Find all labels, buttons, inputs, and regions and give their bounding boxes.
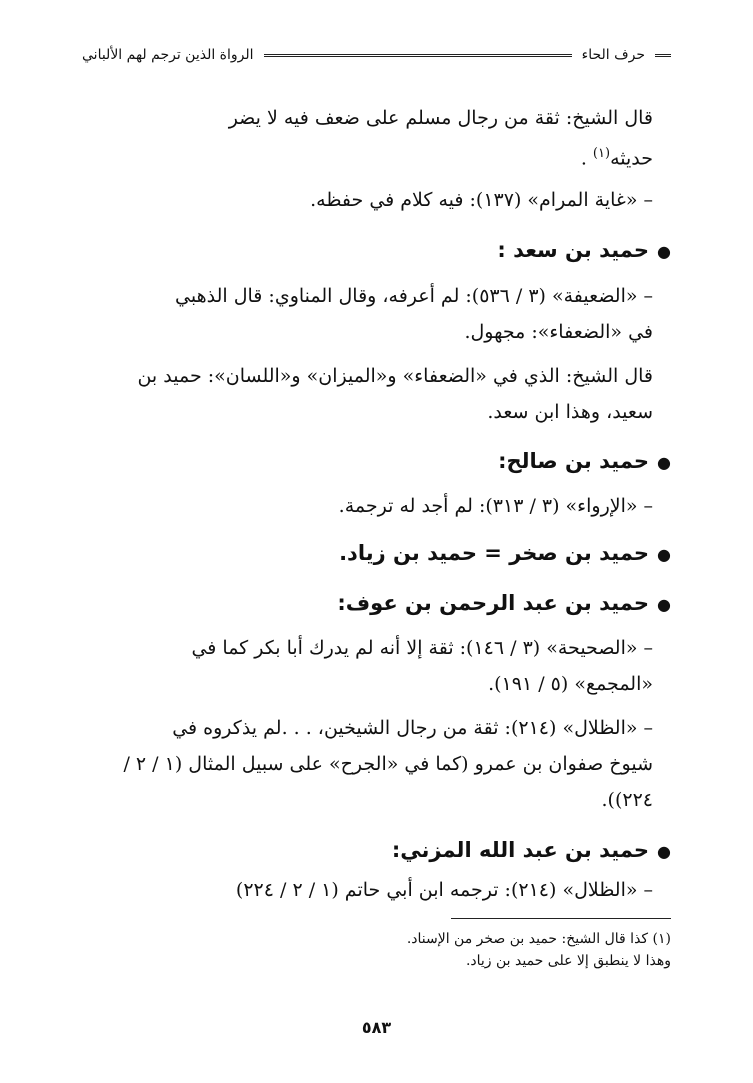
dash-mark: – bbox=[643, 285, 653, 307]
text-line: سعيد، وهذا ابن سعد. bbox=[487, 401, 653, 423]
paragraph-sheikh-note-1 bbox=[82, 100, 671, 176]
citation-entry bbox=[82, 182, 671, 218]
narrator-name: حميد بن صخر = حميد بن زياد. bbox=[339, 541, 650, 565]
bullet-icon: ● bbox=[657, 242, 671, 261]
text-line bbox=[82, 136, 653, 176]
text-line bbox=[82, 710, 653, 746]
footnote-marker: (١) bbox=[592, 146, 611, 161]
citation-text: «غاية المرام» (١٣٧): فيه كلام في حفظه. bbox=[310, 189, 638, 211]
bullet-icon: ● bbox=[657, 842, 671, 861]
header-rule bbox=[264, 54, 572, 57]
page-number: ٥٨٣ bbox=[361, 1018, 392, 1037]
text-fragment: «الصحيحة» (٣ / ١٤٦): ثقة إلا أنه لم يدرك أبا بكر كما في bbox=[191, 637, 638, 659]
text-fragment: «الضعيفة» (٣ / ٥٣٦): لم أعرفه، وقال المناوي: قال الذهبي bbox=[175, 285, 638, 307]
text-line: ٢٢٤)). bbox=[601, 789, 653, 811]
text-line: قال الشيخ: الذي في «الضعفاء» و«الميزان» و«اللسان»: حميد بن bbox=[137, 365, 653, 387]
footnote-line: (١) كذا قال الشيخ: حميد بن صخر من الإسناد. bbox=[406, 931, 671, 947]
citation-entry bbox=[82, 488, 671, 524]
citation-entry bbox=[82, 710, 671, 818]
footnote-divider bbox=[451, 918, 671, 919]
text-fragment: . bbox=[580, 147, 587, 170]
running-header bbox=[82, 40, 671, 70]
dash-mark: – bbox=[643, 717, 653, 739]
footnotes bbox=[82, 928, 671, 972]
narrator-name: حميد بن عبد الله المزني: bbox=[391, 838, 650, 862]
paragraph-sheikh-note bbox=[82, 358, 671, 430]
narrator-heading bbox=[82, 235, 671, 267]
narrator-name: حميد بن صالح: bbox=[498, 449, 650, 473]
narrator-heading bbox=[82, 835, 671, 867]
text-line: في «الضعفاء»: مجهول. bbox=[464, 321, 653, 343]
header-section: حرف الحاء bbox=[581, 47, 645, 63]
dash-mark: – bbox=[643, 879, 653, 901]
text-line bbox=[82, 630, 653, 666]
text-fragment: «الظلال» (٢١٤): ثقة من رجال الشيخين، . . .لم يذكروه في bbox=[172, 717, 638, 739]
text-fragment: حديثه bbox=[610, 147, 653, 170]
citation-entry bbox=[82, 630, 671, 702]
header-title: الرواة الذين ترجم لهم الألباني bbox=[82, 47, 254, 63]
citation-text: «الظلال» (٢١٤): ترجمه ابن أبي حاتم (١ / ٢ / ٢٢٤) bbox=[235, 879, 638, 901]
narrator-heading bbox=[82, 538, 671, 570]
dash-mark: – bbox=[643, 495, 653, 517]
text-line: قال الشيخ: ثقة من رجال مسلم على ضعف فيه لا يضر bbox=[228, 107, 653, 129]
footnote-line: وهذا لا ينطبق إلا على حميد بن زياد. bbox=[465, 953, 671, 969]
narrator-heading bbox=[82, 446, 671, 478]
narrator-name: حميد بن سعد : bbox=[497, 238, 650, 262]
bullet-icon: ● bbox=[657, 545, 671, 564]
citation-entry bbox=[82, 278, 671, 350]
header-lead-rule bbox=[655, 54, 671, 57]
bullet-icon: ● bbox=[657, 595, 671, 614]
dash-mark: – bbox=[643, 637, 653, 659]
dash-mark: – bbox=[643, 189, 653, 211]
narrator-heading bbox=[82, 588, 671, 620]
text-line: شيوخ صفوان بن عمرو (كما في «الجرح» على سبيل المثال (١ / ٢ / bbox=[123, 753, 653, 775]
citation-text: «الإرواء» (٣ / ٣١٣): لم أجد له ترجمة. bbox=[338, 495, 638, 517]
text-line bbox=[82, 278, 653, 314]
narrator-name: حميد بن عبد الرحمن بن عوف: bbox=[337, 591, 650, 615]
citation-entry bbox=[82, 872, 671, 908]
bullet-icon: ● bbox=[657, 453, 671, 472]
text-line: «المجمع» (٥ / ١٩١). bbox=[488, 673, 653, 695]
